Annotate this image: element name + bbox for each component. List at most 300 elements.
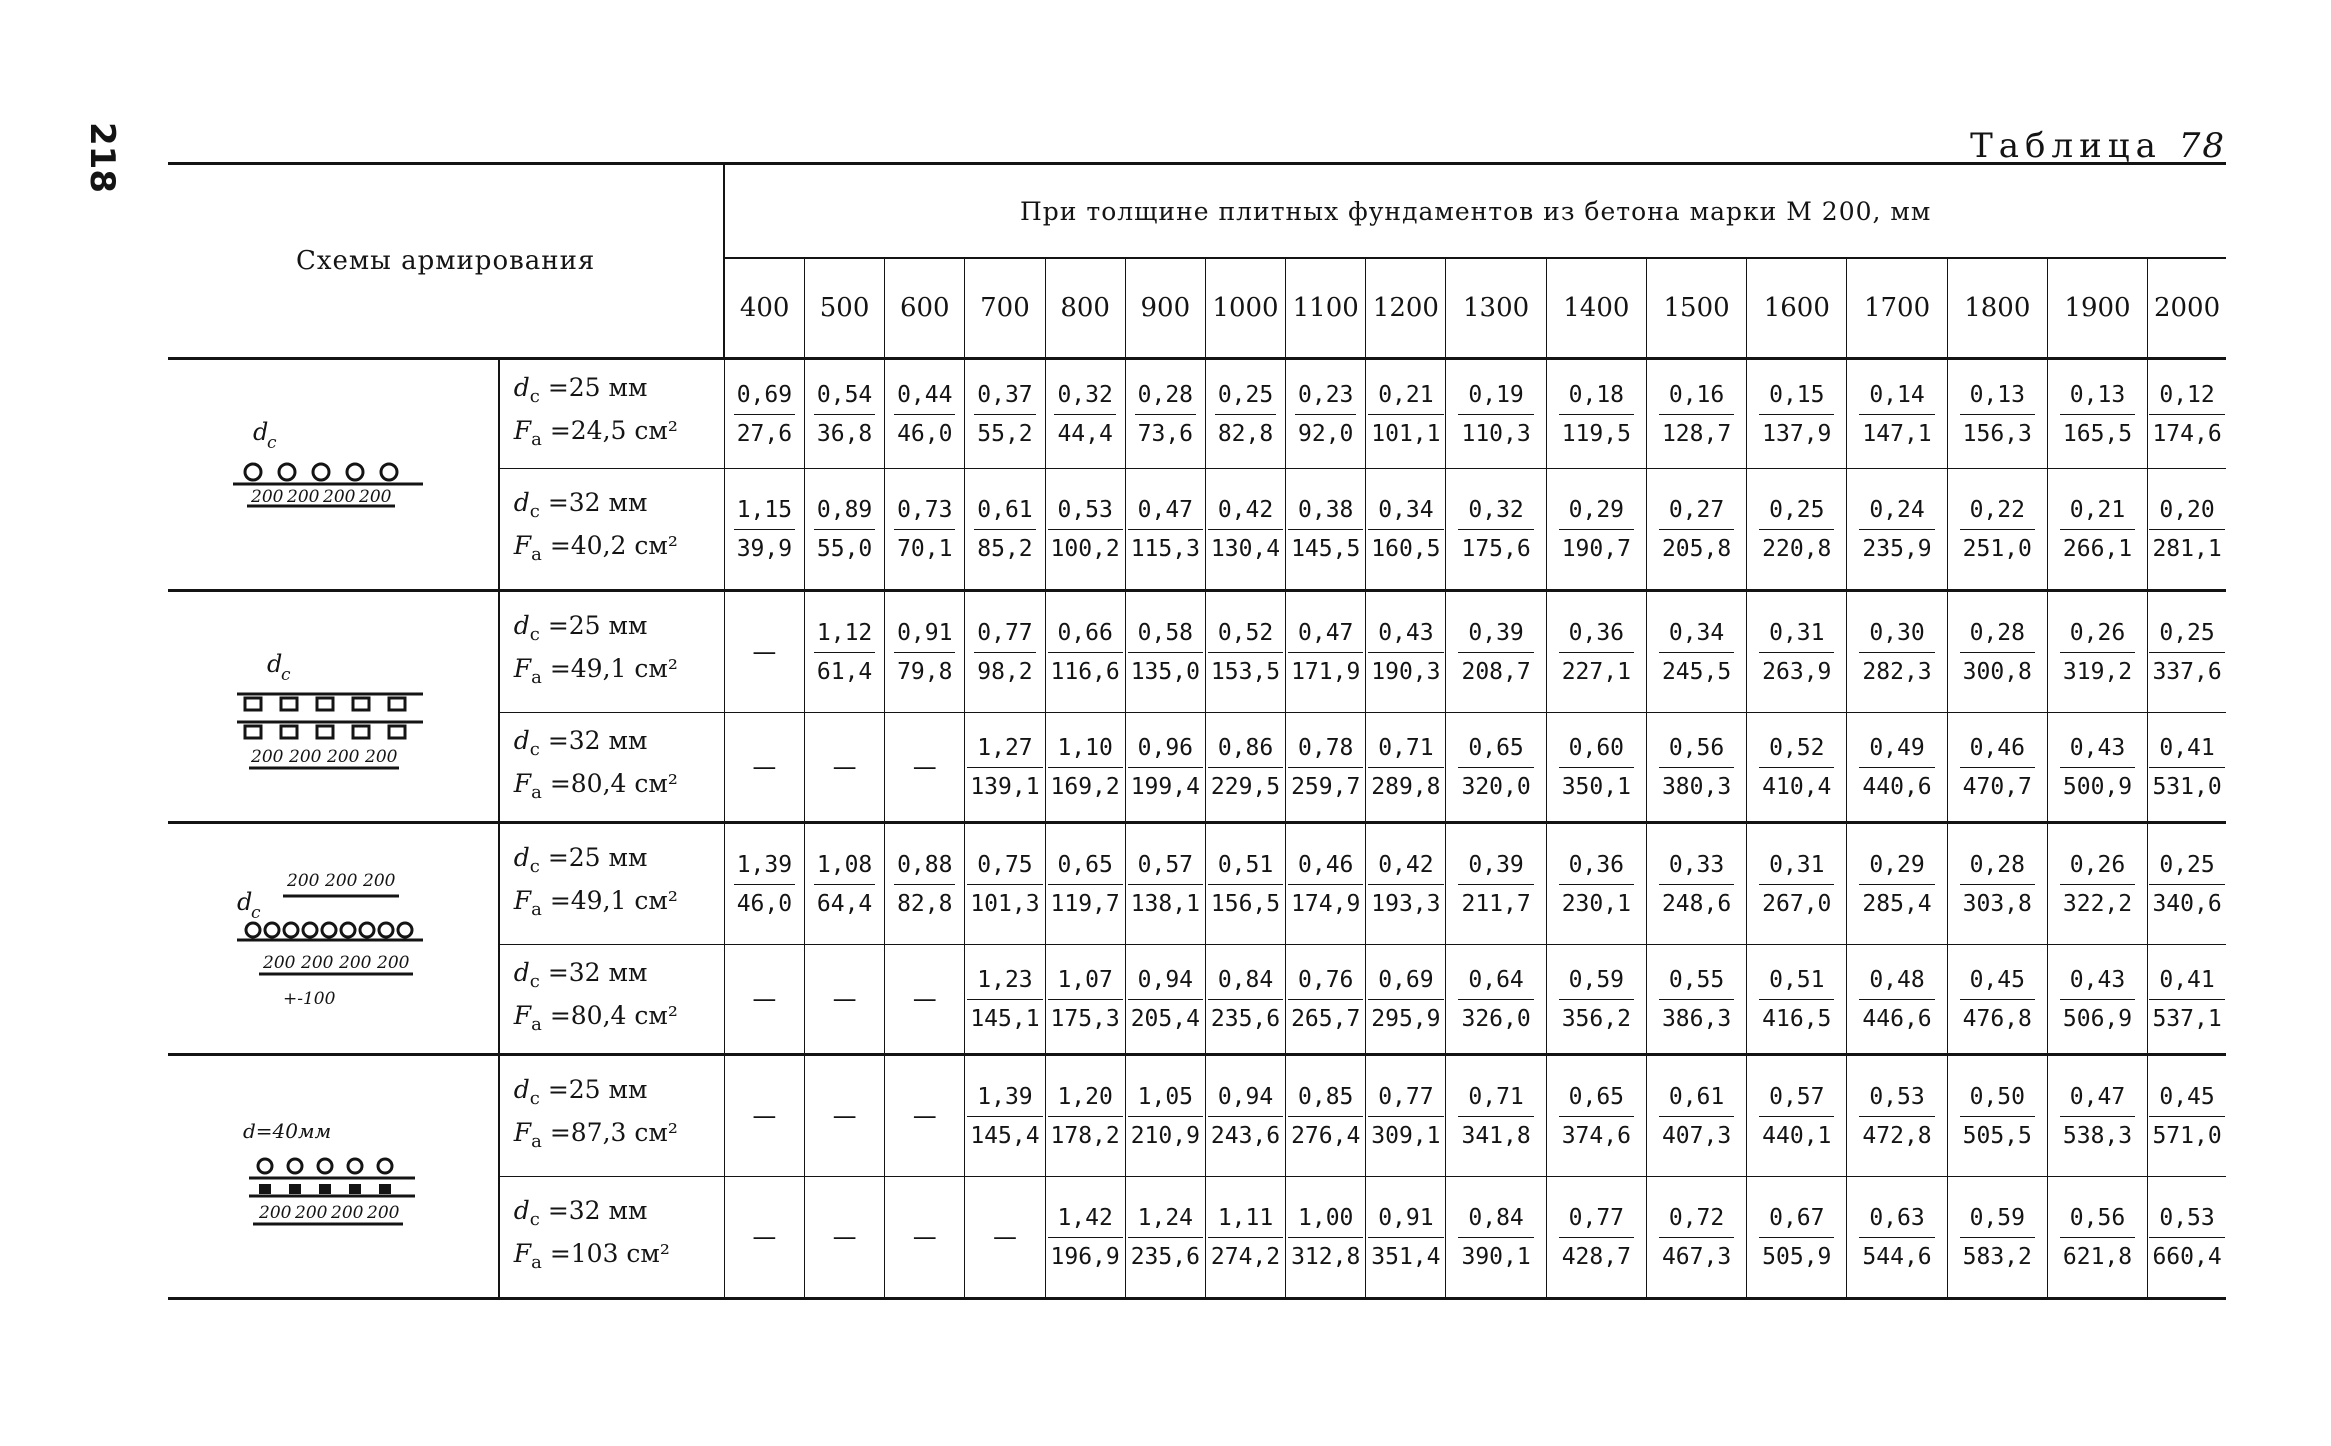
bar-area-value: =49,1 см² — [549, 886, 678, 915]
svg-text:d: d — [252, 417, 269, 446]
table-cell — [2047, 1055, 2147, 1177]
table-cell — [1045, 713, 1125, 823]
moment-value: 356,2 — [1561, 1005, 1631, 1032]
table-cell — [2047, 469, 2147, 591]
ratio-value: 0,19 — [1458, 376, 1533, 415]
table-cell — [1205, 823, 1285, 945]
svg-text:200: 200 — [286, 486, 320, 507]
ratio-value: 0,29 — [1559, 491, 1634, 530]
table-cell — [1747, 591, 1847, 713]
moment-value: 101,1 — [1371, 420, 1441, 447]
moment-value: 320,0 — [1461, 773, 1531, 800]
ratio-value: 0,29 — [1859, 846, 1934, 885]
thickness-600: 600 — [885, 258, 965, 359]
table-cell — [724, 591, 804, 713]
ratio-value: 0,59 — [1559, 961, 1634, 1000]
bar-area: $F_a =80,4$ см² — [513, 769, 678, 803]
thickness-900: 900 — [1125, 258, 1205, 359]
bar-diameter-value: =25 мм — [547, 611, 648, 640]
table-cell — [1366, 469, 1446, 591]
bar-area: $F_a =24,5$ см² — [513, 416, 678, 450]
moment-value: 245,5 — [1661, 658, 1732, 685]
moment-value: 322,2 — [2062, 890, 2133, 917]
ratio-value: 0,37 — [974, 376, 1035, 415]
ratio-value: 1,27 — [967, 729, 1042, 768]
table-row — [168, 591, 2226, 713]
ratio-value: 0,43 — [1368, 614, 1443, 653]
moment-value: 138,1 — [1130, 890, 1200, 917]
bar-area-value: =40,2 см² — [549, 531, 678, 560]
table-row — [168, 823, 2226, 945]
moment-value: 135,0 — [1130, 658, 1200, 685]
bar-diameter-value: =25 мм — [547, 373, 648, 402]
table-cell — [2047, 713, 2147, 823]
table-row — [168, 1055, 2226, 1177]
moment-value: 145,1 — [970, 1005, 1040, 1032]
table-cell — [885, 469, 965, 591]
svg-text:d: d — [236, 887, 253, 916]
ratio-value: 0,86 — [1208, 729, 1283, 768]
table-cell — [804, 359, 884, 469]
ratio-value: 0,59 — [1960, 1199, 2035, 1238]
moment-value: 175,3 — [1050, 1005, 1120, 1032]
ratio-value: 0,13 — [2060, 376, 2135, 415]
table-title — [1970, 126, 2226, 166]
svg-text:d=40мм: d=40мм — [242, 1118, 332, 1143]
ratio-value: 0,69 — [734, 376, 795, 415]
table-cell — [724, 823, 804, 945]
moment-value: 309,1 — [1371, 1122, 1441, 1149]
table-cell — [1446, 591, 1546, 713]
moment-value: 235,6 — [1210, 1005, 1281, 1032]
table-cell — [965, 591, 1045, 713]
moment-value: 145,5 — [1291, 535, 1361, 562]
table-cell — [1747, 1177, 1847, 1299]
table-title-word: Таблица — [1970, 126, 2162, 166]
table-cell — [2148, 1177, 2226, 1299]
thickness-700: 700 — [965, 258, 1045, 359]
moment-value: 251,0 — [1962, 535, 2032, 562]
empty-dash: — — [912, 1223, 937, 1251]
bar-diameter: $d_c =32$ мм — [513, 488, 648, 522]
moment-value: 92,0 — [1298, 420, 1354, 447]
table-cell — [1947, 359, 2047, 469]
table-cell — [2148, 469, 2226, 591]
bar-parameters — [499, 823, 725, 945]
thickness-400: 400 — [724, 258, 804, 359]
svg-text:200: 200 — [286, 870, 320, 891]
ratio-value: 0,25 — [2149, 614, 2224, 653]
ratio-value: 1,20 — [1048, 1078, 1123, 1117]
empty-dash: — — [992, 1223, 1017, 1251]
ratio-value: 0,45 — [1960, 961, 2035, 1000]
table-cell — [1125, 1055, 1205, 1177]
thickness-1100: 1100 — [1286, 258, 1366, 359]
svg-text:200: 200 — [358, 486, 392, 507]
empty-dash: — — [832, 1223, 857, 1251]
thickness-1300: 1300 — [1446, 258, 1546, 359]
table-cell — [1446, 469, 1546, 591]
bar-diameter: $d_c =25$ мм — [513, 843, 648, 877]
table-cell — [1125, 823, 1205, 945]
ratio-value: 0,52 — [1208, 614, 1283, 653]
table-cell — [1747, 359, 1847, 469]
ratio-value: 0,26 — [2060, 846, 2135, 885]
table-cell — [1205, 713, 1285, 823]
ratio-value: 0,16 — [1659, 376, 1734, 415]
table-cell — [965, 823, 1045, 945]
ratio-value: 0,15 — [1759, 376, 1834, 415]
table-title-number: 78 — [2178, 126, 2226, 166]
table-cell — [2047, 1177, 2147, 1299]
moment-value: 196,9 — [1050, 1243, 1120, 1270]
moment-value: 85,2 — [977, 535, 1033, 562]
table-cell — [1947, 1177, 2047, 1299]
bar-parameters — [499, 469, 725, 591]
moment-value: 98,2 — [977, 658, 1033, 685]
table-cell — [1947, 823, 2047, 945]
ratio-value: 0,13 — [1960, 376, 2035, 415]
moment-value: 101,3 — [970, 890, 1040, 917]
ratio-value: 0,60 — [1559, 729, 1634, 768]
moment-value: 64,4 — [816, 890, 873, 917]
moment-value: 100,2 — [1050, 535, 1120, 562]
thickness-2000: 2000 — [2148, 258, 2226, 359]
moment-value: 467,3 — [1661, 1243, 1732, 1270]
moment-value: 446,6 — [1862, 1005, 1932, 1032]
moment-value: 116,6 — [1050, 658, 1120, 685]
table-cell — [885, 1055, 965, 1177]
moment-value: 169,2 — [1050, 773, 1120, 800]
ratio-value: 0,51 — [1208, 846, 1283, 885]
moment-value: 276,4 — [1291, 1122, 1361, 1149]
bar-diameter-value: =32 мм — [547, 1196, 648, 1225]
moment-value: 119,5 — [1561, 420, 1631, 447]
bar-area-value: =87,3 см² — [549, 1118, 678, 1147]
table-cell — [2148, 591, 2226, 713]
moment-value: 61,4 — [816, 658, 873, 685]
ratio-value: 1,10 — [1048, 729, 1123, 768]
table-cell — [1546, 591, 1646, 713]
moment-value: 248,6 — [1661, 890, 1732, 917]
table-cell — [1947, 945, 2047, 1055]
table-cell — [1045, 945, 1125, 1055]
svg-text:200: 200 — [376, 952, 410, 973]
table-cell — [804, 1177, 884, 1299]
moment-value: 300,8 — [1962, 658, 2032, 685]
ratio-value: 0,65 — [1559, 1078, 1634, 1117]
bar-diameter: $d_c =25$ мм — [513, 611, 648, 645]
ratio-value: 0,31 — [1759, 614, 1834, 653]
bar-diameter-value: =32 мм — [547, 488, 648, 517]
ratio-value: 0,63 — [1859, 1199, 1934, 1238]
moment-value: 73,6 — [1137, 420, 1194, 447]
ratio-value: 1,08 — [814, 846, 875, 885]
empty-dash: — — [752, 638, 777, 666]
svg-text:200: 200 — [330, 1202, 364, 1223]
ratio-value: 0,57 — [1128, 846, 1203, 885]
moment-value: 303,8 — [1962, 890, 2032, 917]
empty-dash: — — [912, 1102, 937, 1130]
moment-value: 160,5 — [1371, 535, 1441, 562]
ratio-value: 0,65 — [1458, 729, 1533, 768]
bar-diameter: $d_c =32$ мм — [513, 726, 648, 760]
table-cell — [885, 823, 965, 945]
bar-diameter-value: =25 мм — [547, 843, 648, 872]
ratio-value: 1,42 — [1048, 1199, 1123, 1238]
table-cell — [1747, 469, 1847, 591]
moment-value: 538,3 — [2062, 1122, 2133, 1149]
ratio-value: 0,41 — [2149, 961, 2224, 1000]
ratio-value: 0,56 — [2060, 1199, 2135, 1238]
table-cell — [1045, 1177, 1125, 1299]
thickness-1500: 1500 — [1646, 258, 1746, 359]
moment-value: 178,2 — [1050, 1122, 1120, 1149]
table-cell — [2148, 713, 2226, 823]
thickness-1900: 1900 — [2047, 258, 2147, 359]
ratio-value: 0,42 — [1368, 846, 1443, 885]
svg-text:200: 200 — [300, 952, 334, 973]
moment-value: 55,0 — [816, 535, 873, 562]
bar-area: $F_a =49,1$ см² — [513, 886, 678, 920]
svg-text:200: 200 — [366, 1202, 400, 1223]
table-cell — [1125, 713, 1205, 823]
empty-dash: — — [752, 1223, 777, 1251]
empty-dash: — — [832, 1102, 857, 1130]
moment-value: 282,3 — [1862, 658, 1932, 685]
table-cell — [2047, 823, 2147, 945]
scheme-sketch-cell — [168, 591, 499, 823]
ratio-value: 1,11 — [1208, 1199, 1283, 1238]
table-cell — [2148, 823, 2226, 945]
ratio-value: 0,39 — [1458, 846, 1533, 885]
table-cell — [1847, 945, 1947, 1055]
table-cell — [2148, 1055, 2226, 1177]
table-cell — [1286, 1055, 1366, 1177]
bar-area: $F_a =40,2$ см² — [513, 531, 678, 565]
ratio-value: 0,73 — [894, 491, 955, 530]
table-cell — [1446, 823, 1546, 945]
moment-value: 505,9 — [1762, 1243, 1832, 1270]
bar-area-value: =80,4 см² — [549, 1001, 678, 1030]
schemes-header: Схемы армирования — [168, 164, 724, 359]
moment-value: 312,8 — [1291, 1243, 1361, 1270]
ratio-value: 0,21 — [2060, 491, 2135, 530]
moment-value: 193,3 — [1371, 890, 1441, 917]
moment-value: 44,4 — [1057, 420, 1113, 447]
moment-value: 130,4 — [1210, 535, 1281, 562]
svg-text:200: 200 — [324, 870, 358, 891]
moment-value: 46,0 — [736, 890, 793, 917]
moment-value: 319,2 — [2062, 658, 2133, 685]
table-cell — [804, 469, 884, 591]
table-cell — [1366, 1177, 1446, 1299]
ratio-value: 1,12 — [814, 614, 875, 653]
ratio-value: 0,71 — [1458, 1078, 1533, 1117]
bar-area-value: =103 см² — [549, 1239, 670, 1268]
table-cell — [2047, 359, 2147, 469]
moment-value: 119,7 — [1050, 890, 1120, 917]
svg-text:c: c — [266, 432, 277, 453]
moment-value: 190,7 — [1561, 535, 1631, 562]
ratio-value: 0,71 — [1368, 729, 1443, 768]
table-cell — [2047, 591, 2147, 713]
table-cell — [2047, 945, 2147, 1055]
bar-area: $F_a =103$ см² — [513, 1239, 670, 1273]
moment-value: 506,9 — [2062, 1005, 2133, 1032]
table-cell — [1125, 469, 1205, 591]
ratio-value: 0,94 — [1208, 1078, 1283, 1117]
table-cell — [1446, 1177, 1546, 1299]
moment-value: 70,1 — [897, 535, 953, 562]
empty-dash: — — [752, 1102, 777, 1130]
svg-text:200: 200 — [338, 952, 372, 973]
ratio-value: 1,24 — [1128, 1199, 1203, 1238]
ratio-value: 0,27 — [1659, 491, 1734, 530]
ratio-value: 0,56 — [1659, 729, 1734, 768]
moment-value: 110,3 — [1461, 420, 1531, 447]
table-cell — [1286, 469, 1366, 591]
moment-value: 156,5 — [1210, 890, 1281, 917]
ratio-value: 0,43 — [2060, 961, 2135, 1000]
moment-value: 115,3 — [1130, 535, 1200, 562]
moment-value: 340,6 — [2152, 890, 2222, 917]
thickness-800: 800 — [1045, 258, 1125, 359]
ratio-value: 0,31 — [1759, 846, 1834, 885]
moment-value: 295,9 — [1371, 1005, 1441, 1032]
moment-value: 145,4 — [970, 1122, 1040, 1149]
ratio-value: 1,15 — [734, 491, 795, 530]
moment-value: 259,7 — [1291, 773, 1361, 800]
table-cell — [724, 945, 804, 1055]
table-cell — [724, 1055, 804, 1177]
moment-value: 380,3 — [1661, 773, 1732, 800]
moment-value: 472,8 — [1862, 1122, 1932, 1149]
ratio-value: 0,45 — [2149, 1078, 2224, 1117]
table-cell — [885, 945, 965, 1055]
table-cell — [1947, 1055, 2047, 1177]
table-cell — [1947, 713, 2047, 823]
ratio-value: 0,39 — [1458, 614, 1533, 653]
ratio-value: 0,65 — [1048, 846, 1123, 885]
moment-value: 537,1 — [2152, 1005, 2222, 1032]
ratio-value: 0,53 — [1859, 1078, 1934, 1117]
table-cell — [1205, 591, 1285, 713]
moment-value: 82,8 — [897, 890, 953, 917]
table-cell — [1045, 823, 1125, 945]
ratio-value: 0,49 — [1859, 729, 1934, 768]
ratio-value: 0,33 — [1659, 846, 1734, 885]
svg-text:200: 200 — [294, 1202, 328, 1223]
table-cell — [2148, 359, 2226, 469]
table-cell — [1947, 591, 2047, 713]
ratio-value: 0,78 — [1288, 729, 1363, 768]
moment-value: 55,2 — [977, 420, 1033, 447]
moment-value: 351,4 — [1371, 1243, 1441, 1270]
moment-value: 621,8 — [2062, 1243, 2133, 1270]
moment-value: 46,0 — [897, 420, 953, 447]
table-cell — [1546, 945, 1646, 1055]
moment-value: 27,6 — [736, 420, 793, 447]
svg-text:200: 200 — [250, 746, 284, 767]
table-cell — [1646, 1177, 1746, 1299]
thickness-1000: 1000 — [1205, 258, 1285, 359]
table-cell — [1646, 1055, 1746, 1177]
table-cell — [804, 713, 884, 823]
ratio-value: 1,05 — [1128, 1078, 1203, 1117]
table-cell — [1947, 469, 2047, 591]
moment-value: 79,8 — [897, 658, 953, 685]
thickness-1600: 1600 — [1747, 258, 1847, 359]
bar-parameters — [499, 713, 725, 823]
ratio-value: 0,38 — [1288, 491, 1363, 530]
ratio-value: 0,12 — [2149, 376, 2224, 415]
table-cell — [1045, 359, 1125, 469]
table-cell — [1646, 823, 1746, 945]
bar-diameter: $d_c =32$ мм — [513, 1196, 648, 1230]
ratio-value: 0,96 — [1128, 729, 1203, 768]
moment-value: 410,4 — [1762, 773, 1832, 800]
moment-value: 205,8 — [1661, 535, 1732, 562]
table-cell — [1286, 823, 1366, 945]
ratio-value: 0,24 — [1859, 491, 1934, 530]
bar-parameters — [499, 359, 725, 469]
svg-text:200: 200 — [326, 746, 360, 767]
bar-area: $F_a =87,3$ см² — [513, 1118, 678, 1152]
table-cell — [1747, 1055, 1847, 1177]
ratio-value: 0,94 — [1128, 961, 1203, 1000]
moment-value: 230,1 — [1561, 890, 1631, 917]
table-cell — [1847, 359, 1947, 469]
ratio-value: 0,85 — [1288, 1078, 1363, 1117]
bar-area-value: =49,1 см² — [549, 654, 678, 683]
moment-value: 139,1 — [970, 773, 1040, 800]
ratio-value: 0,76 — [1288, 961, 1363, 1000]
table-cell — [804, 945, 884, 1055]
ratio-value: 0,23 — [1295, 376, 1356, 415]
table-cell — [1045, 1055, 1125, 1177]
table-cell — [965, 469, 1045, 591]
table-cell — [1125, 591, 1205, 713]
table-cell — [1546, 469, 1646, 591]
reinforcement-sketch — [223, 854, 443, 1024]
ratio-value: 0,91 — [894, 614, 955, 653]
table-cell — [1646, 945, 1746, 1055]
table-cell — [1366, 945, 1446, 1055]
ratio-value: 0,22 — [1960, 491, 2035, 530]
moment-value: 660,4 — [2152, 1243, 2222, 1270]
table-cell — [1646, 359, 1746, 469]
table-cell — [885, 713, 965, 823]
table-cell — [1366, 713, 1446, 823]
moment-value: 156,3 — [1962, 420, 2032, 447]
scheme-sketch-cell — [168, 359, 499, 591]
moment-value: 266,1 — [2062, 535, 2133, 562]
moment-value: 583,2 — [1962, 1243, 2032, 1270]
moment-value: 211,7 — [1461, 890, 1531, 917]
table-cell — [724, 713, 804, 823]
moment-value: 229,5 — [1210, 773, 1281, 800]
moment-value: 289,8 — [1371, 773, 1441, 800]
moment-value: 274,2 — [1210, 1243, 1281, 1270]
ratio-value: 0,47 — [1128, 491, 1203, 530]
moment-value: 440,1 — [1762, 1122, 1832, 1149]
bar-area: $F_a =49,1$ см² — [513, 654, 678, 688]
table-cell — [965, 1055, 1045, 1177]
table-cell — [1546, 713, 1646, 823]
table-cell — [965, 1177, 1045, 1299]
bar-parameters — [499, 591, 725, 713]
